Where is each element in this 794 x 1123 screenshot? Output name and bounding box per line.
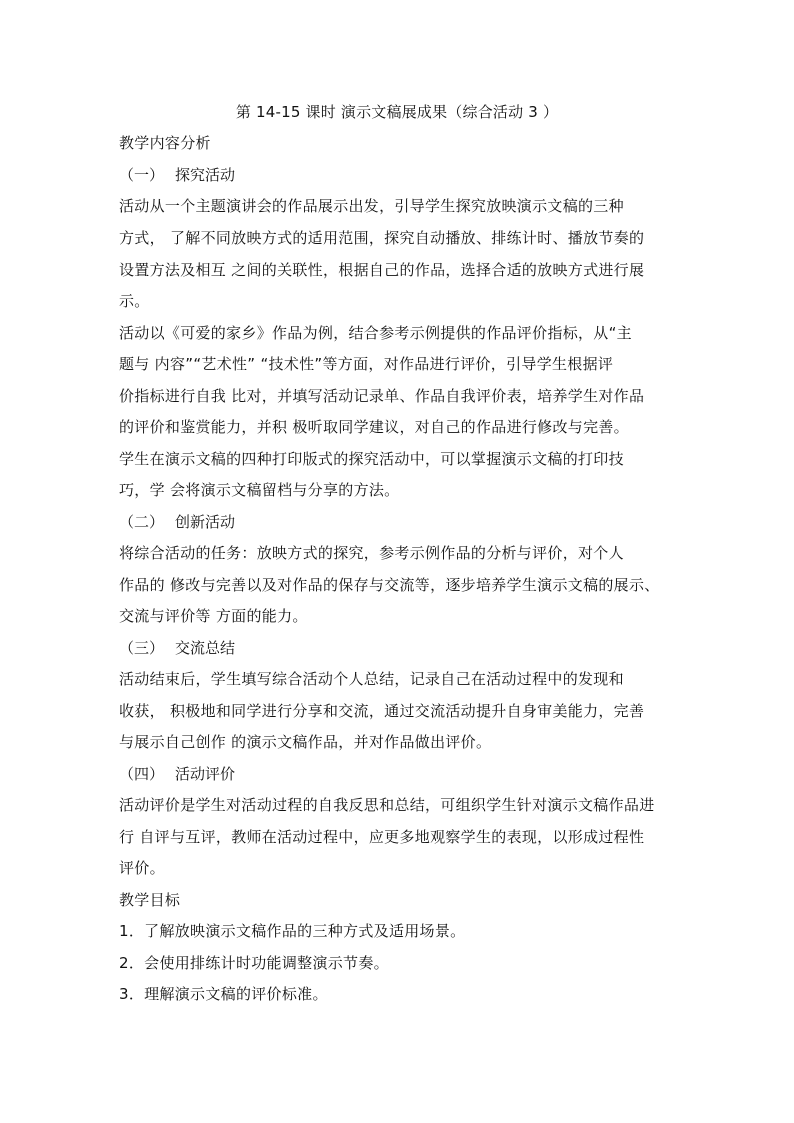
paragraph-line: 示。 [119, 292, 150, 310]
goal-item: 1．了解放映演示文稿作品的三种方式及适用场景。 [119, 922, 466, 940]
section-title: 创新活动 [175, 513, 236, 531]
section-title: 交流总结 [175, 639, 236, 657]
section-heading [119, 763, 235, 785]
paragraph-line: 活动评价是学生对活动过程的自我反思和总结，可组织学生针对演示文稿作品进 [119, 796, 655, 814]
paragraph-line: 活动以《可爱的家乡》作品为例，结合参考示例提供的作品评价指标，从“主 [119, 324, 632, 342]
paragraph-line: 设置方法及相互 之间的关联性，根据自己的作品，选择合适的放映方式进行展 [119, 261, 645, 279]
lesson-title: 第 14-15 课时 演示文稿展成果（综合活动 3 ） [235, 103, 559, 121]
section-heading [119, 511, 235, 533]
paragraph-line: 方式， 了解不同放映方式的适用范围，探究自动播放、排练计时、播放节奏的 [119, 229, 645, 247]
paragraph-line: 题与 内容”“艺术性” “技术性”等方面，对作品进行评价，引导学生根据评 [119, 355, 614, 373]
paragraph-line: 学生在演示文稿的四种打印版式的探究活动中，可以掌握演示文稿的打印技 [119, 450, 624, 468]
paragraph-line: 作品的 修改与完善以及对作品的保存与交流等，逐步培养学生演示文稿的展示、 [119, 576, 660, 594]
paragraph-line: 收获， 积极地和同学进行分享和交流，通过交流活动提升自身审美能力，完善 [119, 702, 645, 720]
section-number: （三） [119, 639, 165, 657]
section-heading [119, 164, 235, 186]
section-number: （四） [119, 765, 165, 783]
paragraph-line: 与展示自己创作 的演示文稿作品，并对作品做出评价。 [119, 733, 492, 751]
paragraph-line: 活动从一个主题演讲会的作品展示出发，引导学生探究放映演示文稿的三种 [119, 197, 624, 215]
paragraph-line: 将综合活动的任务：放映方式的探究，参考示例作品的分析与评价，对个人 [119, 544, 624, 562]
goal-item: 3．理解演示文稿的评价标准。 [119, 985, 328, 1003]
paragraph-line: 巧，学 会将演示文稿留档与分享的方法。 [119, 481, 400, 499]
section-title: 活动评价 [175, 765, 236, 783]
paragraph-line: 的评价和鉴赏能力，并积 极听取同学建议，对自己的作品进行修改与完善。 [119, 418, 629, 436]
goal-item: 2．会使用排练计时功能调整演示节奏。 [119, 954, 389, 972]
heading-content-analysis: 教学内容分析 [119, 134, 211, 152]
section-heading [119, 637, 235, 659]
paragraph-line: 行 自评与互评，教师在活动过程中，应更多地观察学生的表现，以形成过程性 [119, 828, 645, 846]
paragraph-line: 评价。 [119, 859, 165, 877]
paragraph-line: 活动结束后，学生填写综合活动个人总结，记录自己在活动过程中的发现和 [119, 670, 624, 688]
heading-teaching-goals: 教学目标 [119, 891, 181, 909]
paragraph-line: 价指标进行自我 比对，并填写活动记录单、作品自我评价表，培养学生对作品 [119, 387, 645, 405]
section-title: 探究活动 [175, 166, 236, 184]
section-number: （一） [119, 166, 165, 184]
paragraph-line: 交流与评价等 方面的能力。 [119, 607, 308, 625]
section-number: （二） [119, 513, 165, 531]
